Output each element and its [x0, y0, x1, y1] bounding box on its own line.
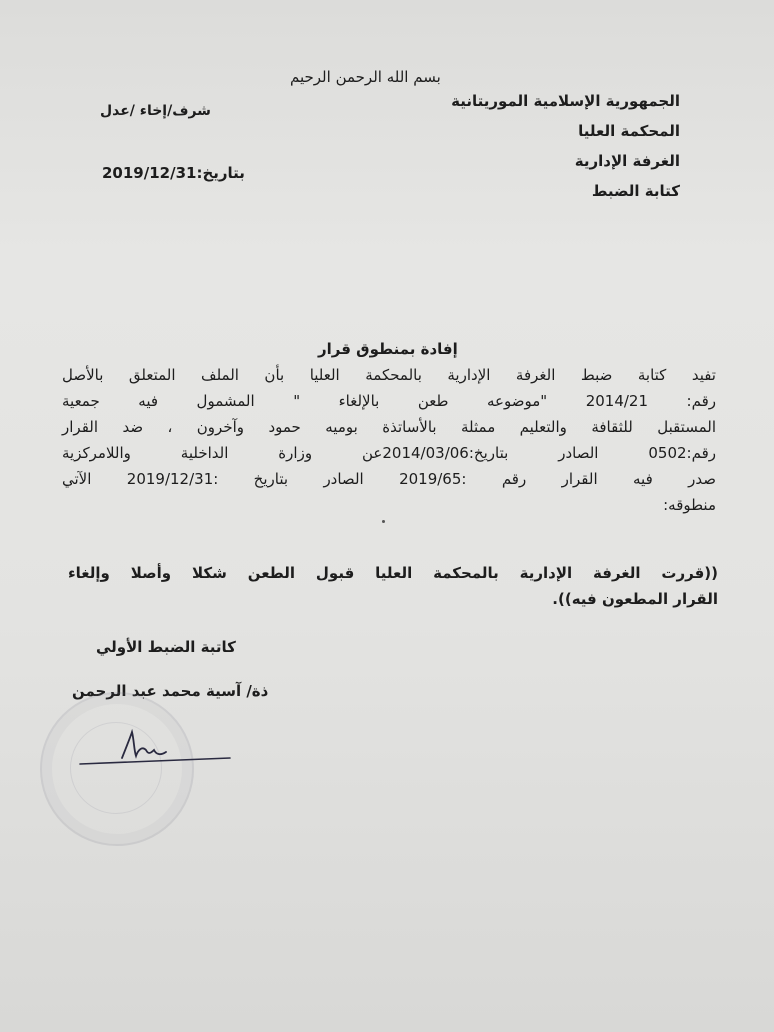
document-subject: إفادة بمنطوق قرار — [318, 340, 458, 358]
body-line: رقم:0502 الصادر بتاريخ:2014/03/06عن وزارة الداخلية واللامركزية — [62, 444, 716, 462]
issuing-authority — [440, 86, 680, 206]
body-line: المستقبل للثقافة والتعليم ممثلة بالأساتذة بوميه حمود وآخرون ، ضد القرار — [62, 418, 716, 436]
document-date: بتاريخ:2019/12/31 — [102, 164, 245, 182]
chamber-name: الغرفة الإدارية — [574, 152, 680, 170]
basmala: بسم الله الرحمن الرحيم — [290, 68, 441, 86]
body-line: صدر فيه القرار رقم :2019/65 الصادر بتاريخ :2019/12/31 الآتي — [62, 470, 716, 488]
stray-mark — [382, 520, 385, 523]
republic-name: الجمهورية الإسلامية الموريتانية — [451, 92, 680, 110]
decision-line: القرار المطعون فيه)). — [552, 590, 718, 608]
body-line: رقم: 2014/21 "موضوعه طعن بالإلغاء " المشمول فيه جمعية — [62, 392, 717, 410]
body-line: تفيد كتابة ضبط الغرفة الإدارية بالمحكمة العليا بأن الملف المتعلق بالأصل — [62, 366, 716, 384]
court-name: المحكمة العليا — [578, 122, 680, 140]
body-paragraph — [62, 362, 716, 518]
national-motto: شرف/إخاء /عدل — [100, 103, 211, 119]
decision-paragraph — [68, 560, 718, 612]
body-line: منطوقه: — [663, 496, 716, 514]
decision-line: ((قررت الغرفة الإدارية بالمحكمة العليا قبول الطعن شكلا وأصلا وإلغاء — [68, 564, 718, 582]
handwritten-signature — [74, 720, 234, 780]
registry-name: كتابة الضبط — [591, 182, 680, 200]
clerk-name: ذة/ آسية محمد عبد الرحمن — [72, 682, 269, 700]
clerk-title: كاتبة الضبط الأولي — [96, 638, 236, 656]
